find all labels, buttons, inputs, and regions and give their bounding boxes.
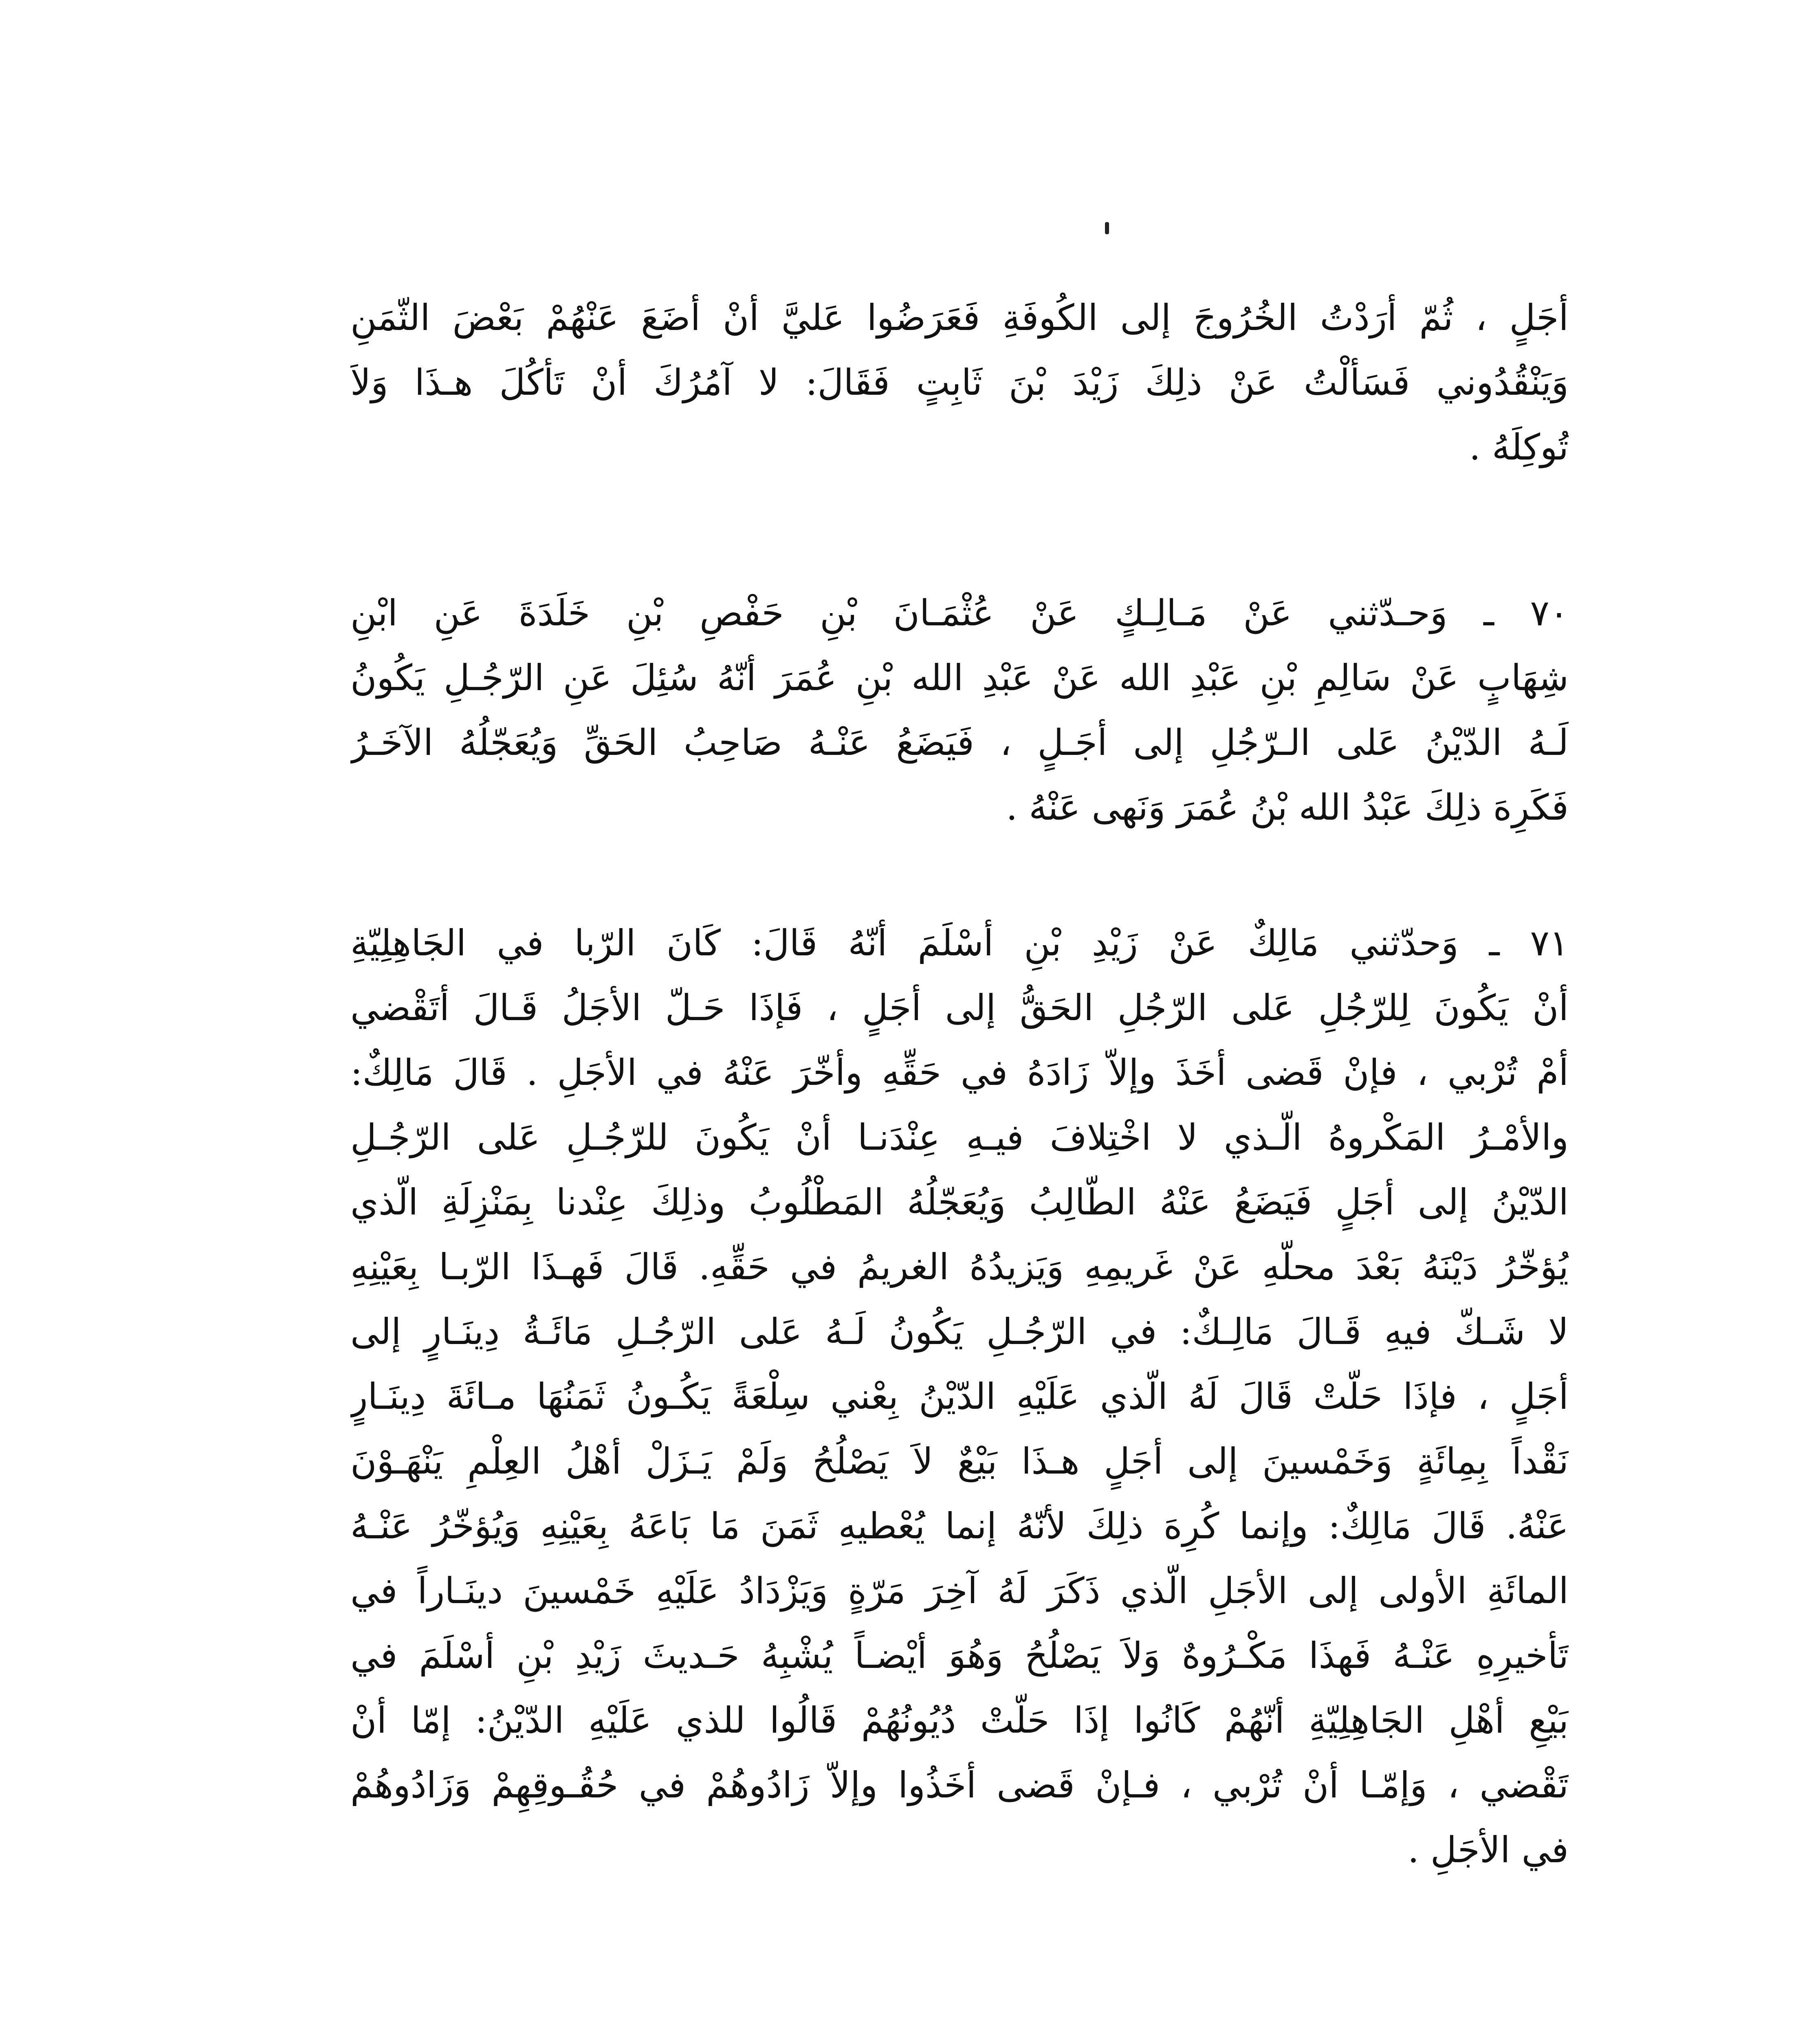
text-line: أجَلٍ ، فإذَا حَلّتْ قَالَ لَهُ الّذي عَلَيْهِ الدّيْنُ بِعْني سِلْعَةً يَكُـونُ ثَمَنُهَا مـائَةَ دِينَـارٍ (350, 1375, 1569, 1417)
scan-mark (1105, 222, 1109, 234)
paragraph-continuation (350, 285, 1569, 480)
text-line: بَيْعِ أهْلِ الجَاهِلِيّةِ أنّهُمْ كَانُوا إذَا حَلّتْ دُيُونُهُمْ قَالُوا للذي عَلَيْهِ الدّيْنُ: إمّا أنْ (350, 1699, 1569, 1741)
text-line: فَكَرِهَ ذلِكَ عَبْدُ الله بْنُ عُمَرَ وَنَهى عَنْهُ . (1006, 786, 1569, 828)
text-line: الدّيْنُ إلى أجَلٍ فَيَضَعُ عَنْهُ الطّالِبُ وَيُعَجّلُهُ المَطْلُوبُ وذلِكَ عِنْدنا بِمَنْزِلَةِ الّذي (350, 1181, 1569, 1223)
paragraph-hadith-71 (350, 911, 1569, 1882)
text-line: أنْ يَكُونَ لِلرّجُلِ عَلى الرّجُلِ الحَقُّ إلى أجَلٍ ، فَإذَا حَـلّ الأجَلُ قَـالَ أتَقْضي (350, 987, 1569, 1029)
text-line: لَـهُ الدّيْنُ عَلى الـرّجُلِ إلى أجَـلٍ ، فَيَضَعُ عَنْـهُ صَاحِبُ الحَقِّ وَيُعَجّلُهُ الآخَـرُ (350, 722, 1569, 763)
text-line: تَأخيرِهِ عَنْـهُ فَهذَا مَكْـرُوهٌ وَلاَ يَصْلُحُ وَهُوَ أيْضـاً يُشْبِهُ حَـديثَ زَيْدِ بْنِ أسْلَمَ في (350, 1634, 1569, 1676)
text-line: أجَلٍ ، ثُمّ أرَدْتُ الخُرُوجَ إلى الكُوفَةِ فَعَرَضُوا عَليَّ أنْ أضَعَ عَنْهُمْ بَعْضَ الثّمَنِ (350, 297, 1569, 339)
text-line: تُوكِلَهُ . (1469, 426, 1569, 468)
paragraph-hadith-70 (350, 581, 1569, 840)
text-line: لا شَـكّ فيهِ قَـالَ مَالِـكٌ: في الرّجُـلِ يَكُونُ لَـهُ عَلى الرّجُـلِ مَائَـةُ دِينَـارٍ إلى (350, 1311, 1569, 1353)
text-line: تَقْضي ، وَإمّـا أنْ تُرْبي ، فـإنْ قَضى أخَذُوا وإلاّ زَادُوهُمْ في حُقُـوقِهِمْ وَزَادُوهُمْ (350, 1764, 1569, 1806)
text-line: أمْ تُرْبي ، فإنْ قَضى أخَذَ وإلاّ زَادَهُ في حَقِّهِ وأخّرَ عَنْهُ في الأجَلِ . قَالَ مَالِكٌ: (350, 1051, 1569, 1093)
text-line: المائَةِ الأولى إلى الأجَلِ الّذي ذَكَرَ لَهُ آخِرَ مَرّةٍ وَيَزْدَادُ عَلَيْهِ خَمْسينَ دينَـاراً في (350, 1570, 1569, 1612)
text-line: وَيَنْقُدُوني فَسَألْتُ عَنْ ذلِكَ زَيْدَ بْنَ ثَابِتٍ فَقَالَ: لا آمُرُكَ أنْ تَأكُلَ هـذَا وَلاَ (350, 361, 1569, 403)
text-line: والأمْـرُ المَكْروهُ الّـذي لا اخْتِلافَ فيـهِ عِنْدَنـا أنْ يَكُونَ للرّجُـلِ عَلى الرّجُـلِ (350, 1116, 1569, 1158)
text-line: ٧١ ـ وَحدّثني مَالِكٌ عَنْ زَيْدِ بْنِ أسْلَمَ أنّهُ قَالَ: كَانَ الرّبا في الجَاهِلِيّةِ (350, 922, 1569, 964)
text-line: عَنْهُ. قَالَ مَالِكٌ: وإنما كُرِهَ ذلِكَ لأنّهُ إنما يُعْطيهِ ثَمَنَ مَا بَاعَهُ بِعَيْنِهِ وَيُؤخّرُ عَنْـهُ (350, 1505, 1569, 1547)
text-line: شِهَابٍ عَنْ سَالِمِ بْنِ عَبْدِ الله عَنْ عَبْدِ الله بْنِ عُمَرَ أنّهُ سُئِلَ عَنِ الرّجُـلِ يَكُونُ (350, 657, 1569, 699)
text-line: ٧٠ ـ وَحـدّثني عَنْ مَـالِـكٍ عَنْ عُثْمَـانَ بْنِ حَفْصِ بْنِ خَلَدَةَ عَنِ ابْنِ (350, 592, 1569, 634)
text-line: يُؤخّرُ دَيْنَهُ بَعْدَ محلّهِ عَنْ غَريمِهِ وَيَزيدُهُ الغريمُ في حَقِّهِ. قَالَ فَهـذَا الرّبـا بِعَيْنِهِ (350, 1246, 1569, 1288)
text-line: نَقْداً بِمِائَةٍ وَخَمْسينَ إلى أجَلٍ هـذَا بَيْعٌ لاَ يَصْلُحُ وَلَمْ يَـزَلْ أهْلُ العِلْمِ يَنْهَـوْنَ (350, 1440, 1569, 1482)
text-line: في الأجَلِ . (1407, 1829, 1569, 1871)
